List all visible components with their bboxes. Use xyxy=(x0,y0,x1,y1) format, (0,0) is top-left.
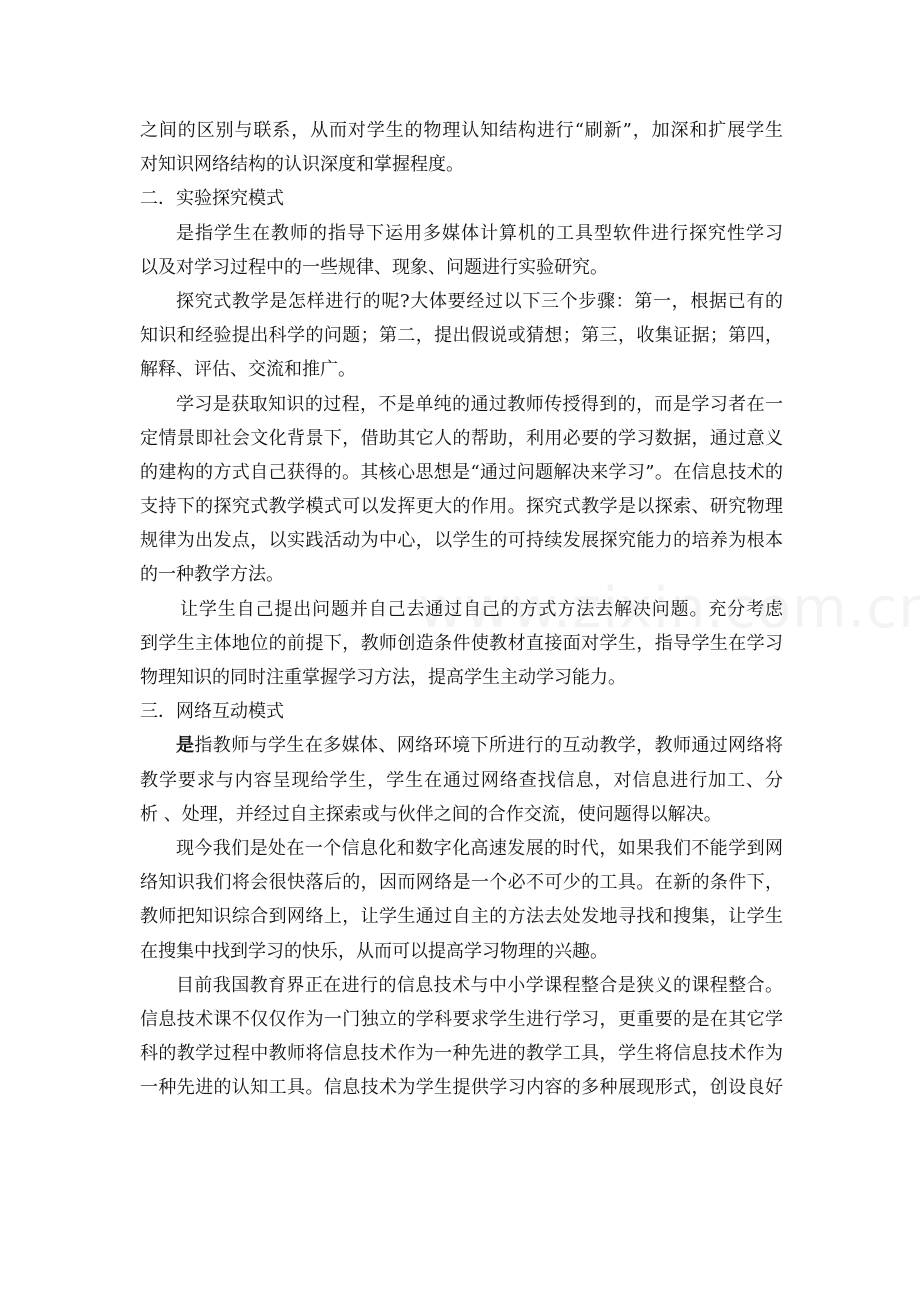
paragraph-line: 探究式教学是怎样进行的呢?大体要经过以下三个步骤：第一，根据已有的 xyxy=(176,290,783,312)
paragraph-line: 是指学生在教师的指导下运用多媒体计算机的工具型软件进行探究性学习 xyxy=(176,222,783,244)
paragraph-line: 在搜集中找到学习的快乐，从而可以提高学习物理的兴趣。 xyxy=(140,940,608,962)
paragraph-line: 解释、评估、交流和推广。 xyxy=(140,359,356,381)
paragraph-line: 到学生主体地位的前提下，教师创造条件使教材直接面对学生，指导学生在学习 xyxy=(140,632,783,654)
paragraph-line: 规律为出发点，以实践活动为中心，以学生的可持续发展探究能力的培养为根本 xyxy=(140,530,783,552)
bold-lead-char: 是 xyxy=(176,735,195,757)
paragraph-line: 知识和经验提出科学的问题；第二，提出假说或猜想；第三，收集证据；第四， xyxy=(140,325,783,347)
paragraph-line: 支持下的探究式教学模式可以发挥更大的作用。探究式教学是以探索、研究物理 xyxy=(140,496,783,518)
paragraph-line: 对知识网络结构的认识深度和掌握程度。 xyxy=(140,154,464,176)
paragraph-line: 之间的区别与联系，从而对学生的物理认知结构进行“刷新”，加深和扩展学生 xyxy=(140,120,783,141)
paragraph-line xyxy=(140,729,783,763)
document-page xyxy=(140,114,783,1105)
paragraph-line: 让学生自己提出问题并自己去通过自己的方式方法去解决问题。充分考虑 xyxy=(180,598,783,620)
paragraph-line: 目前我国教育界正在进行的信息技术与中小学课程整合是狭义的课程整合。 xyxy=(176,974,783,996)
paragraph-line: 学习是获取知识的过程，不是单纯的通过教师传授得到的，而是学习者在一 xyxy=(176,393,783,415)
section-heading-2: 二．实验探究模式 xyxy=(140,188,284,210)
paragraph-line: 定情景即社会文化背景下，借助其它人的帮助，利用必要的学习数据，通过意义 xyxy=(140,427,783,449)
paragraph-line: 现今我们是处在一个信息化和数字化高速发展的时代，如果我们不能学到网 xyxy=(176,837,783,859)
paragraph-line: 以及对学习过程中的一些规律、现象、问题进行实验研究。 xyxy=(140,256,608,278)
paragraph-text: 指教师与学生在多媒体、网络环境下所进行的互动教学，教师通过网络将 xyxy=(194,735,783,757)
paragraph-line: 络知识我们将会很快落后的，因而网络是一个必不可少的工具。在新的条件下， xyxy=(140,872,783,894)
paragraph-line: 物理知识的同时注重掌握学习方法，提高学生主动学习能力。 xyxy=(140,667,626,688)
paragraph-line: 一种先进的认知工具。信息技术为学生提供学习内容的多种展现形式，创设良好 xyxy=(140,1077,783,1099)
paragraph-line: 科的教学过程中教师将信息技术作为一种先进的教学工具，学生将信息技术作为 xyxy=(140,1043,783,1065)
section-heading-3: 三．网络互动模式 xyxy=(140,701,284,723)
paragraph-line: 析 、处理，并经过自主探索或与伙伴之间的合作交流，使问题得以解决。 xyxy=(140,803,722,825)
paragraph-line: 的一种教学方法。 xyxy=(140,564,284,586)
paragraph-line: 信息技术课不仅仅作为一门独立的学科要求学生进行学习，更重要的是在其它学 xyxy=(140,1008,783,1030)
paragraph-line: 教学要求与内容呈现给学生，学生在通过网络查找信息，对信息进行加工、分 xyxy=(140,769,783,791)
paragraph-line: 的建构的方式自己获得的。其核心思想是“通过问题解决来学习”。在信息技术的 xyxy=(140,461,783,483)
paragraph-line: 教师把知识综合到网络上，让学生通过自主的方法去处发地寻找和搜集，让学生 xyxy=(140,906,783,928)
